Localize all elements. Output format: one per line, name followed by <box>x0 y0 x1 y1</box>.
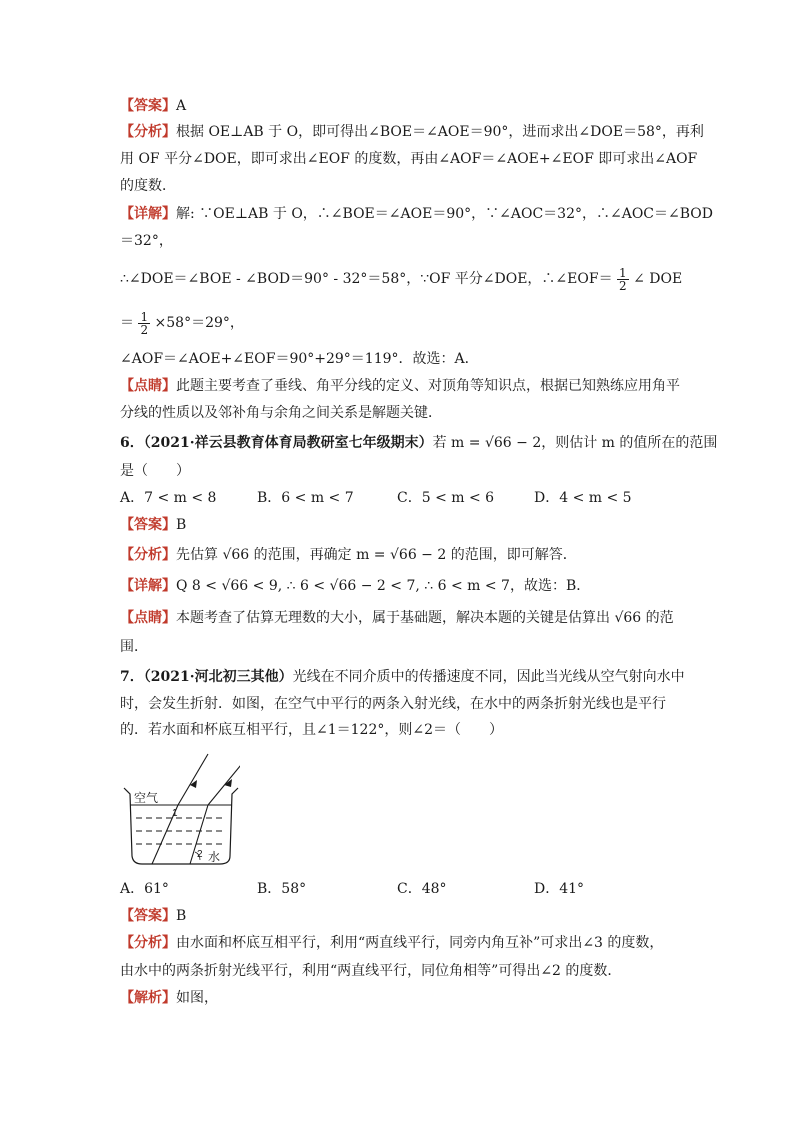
s5-detail-line-5: ∠AOF＝∠AOE+∠EOF＝90°+29°＝119°．故选：A． <box>120 351 479 367</box>
s5-answer-line <box>120 96 680 116</box>
detail-text: ＝ <box>120 315 134 331</box>
fraction <box>138 311 150 336</box>
s5-comment-line-1 <box>120 376 680 396</box>
arrow-icon <box>190 780 197 788</box>
option-d: D．41° <box>534 881 585 897</box>
question-number: 6． <box>120 435 144 451</box>
detail-text: ∴∠DOE＝∠BOE - ∠BOD＝90° - 32°＝58°，∵OF 平分∠DOE，∴∠EOF＝ <box>120 271 613 287</box>
question-number: 7． <box>120 669 144 685</box>
fraction-numerator: 1 <box>140 309 149 324</box>
detail-text: 解: ∵OE⊥AB 于 O，∴∠BOE＝∠AOE＝90°，∵∠AOC＝32°，∴∠AOC＝∠BOD <box>176 206 713 222</box>
answer-tag: 【答案】 <box>120 98 176 114</box>
s5-analysis-line-2: 用 OF 平分∠DOE，即可求出∠EOF 的度数，再由∠AOF＝∠AOE+∠EOF 即可求出∠AOF <box>120 151 698 167</box>
q7-solution-line <box>120 988 680 1008</box>
q6-options <box>120 488 680 508</box>
solution-tag: 【解析】 <box>120 990 176 1006</box>
air-label: 空气 <box>134 791 159 805</box>
s5-detail-line-2: ＝32°， <box>120 233 173 249</box>
answer-tag: 【答案】 <box>120 517 176 533</box>
q6-stem-line-2: 是（ ） <box>120 463 190 479</box>
angle-1-label: 1 <box>172 808 178 819</box>
q6-detail-line <box>120 576 680 596</box>
q7-stem-line-1 <box>120 667 685 687</box>
q7-analysis-line-2: 由水中的两条折射光线平行，利用“两直线平行，同位角相等”可得出∠2 的度数． <box>120 963 622 979</box>
comment-text: 此题主要考查了垂线、角平分线的定义、对顶角等知识点，根据已知熟练应用角平 <box>176 378 680 394</box>
incident-ray <box>178 754 208 805</box>
detail-tag: 【详解】 <box>120 206 176 222</box>
water-label: 水 <box>208 850 221 864</box>
question-source: （2021·祥云县教育体育局教研室七年级期末） <box>143 435 433 451</box>
analysis-tag: 【分析】 <box>120 935 176 951</box>
q6-analysis-line <box>120 545 680 565</box>
option-a: A．61° <box>120 881 169 897</box>
comment-tag: 【点睛】 <box>120 378 176 394</box>
question-source: （2021·河北初三其他） <box>143 669 293 685</box>
analysis-tag: 【分析】 <box>120 547 176 563</box>
option-c: C．5 < m < 6 <box>397 490 495 506</box>
detail-text: ×58°＝29°， <box>154 315 244 331</box>
fraction <box>617 267 629 292</box>
q6-stem-line-1 <box>120 433 718 453</box>
fraction-denominator: 2 <box>140 322 149 337</box>
s5-detail-line-1 <box>120 204 713 224</box>
fraction-denominator: 2 <box>619 278 627 293</box>
question-stem: 若 m = √66 − 2，则估计 m 的值所在的范围 <box>432 435 718 451</box>
analysis-text: 由水面和杯底互相平行，利用“两直线平行，同旁内角互补”可求出∠3 的度数， <box>176 935 664 951</box>
option-a: A．7 < m < 8 <box>120 490 217 506</box>
s5-comment-line-2: 分线的性质以及邻补角与余角之间关系是解题关键． <box>120 405 442 421</box>
s5-analysis-line-1 <box>120 122 704 142</box>
q6-comment-line-1 <box>120 608 680 628</box>
q6-answer-line <box>120 515 680 535</box>
option-b: B．58° <box>257 881 307 897</box>
s5-analysis-line-3: 的度数． <box>120 178 176 194</box>
refraction-figure <box>120 752 240 870</box>
option-c: C．48° <box>397 881 447 897</box>
option-b: B．6 < m < 7 <box>257 490 354 506</box>
option-d: D．4 < m < 5 <box>534 490 632 506</box>
answer-value: B <box>176 517 187 533</box>
answer-value: B <box>176 908 187 924</box>
detail-text: ∠ DOE <box>633 271 683 287</box>
incident-ray <box>208 754 240 805</box>
answer-tag: 【答案】 <box>120 908 176 924</box>
q6-comment-line-2: 围． <box>120 639 148 655</box>
q7-stem-line-3: 的．若水面和杯底互相平行，且∠1＝122°，则∠2＝（ ） <box>120 722 503 738</box>
s5-detail-line-4 <box>120 306 680 340</box>
s5-detail-line-3 <box>120 262 683 296</box>
q7-answer-line <box>120 906 680 926</box>
q7-analysis-line-1 <box>120 933 680 953</box>
detail-tag: 【详解】 <box>120 578 176 594</box>
comment-tag: 【点睛】 <box>120 610 176 626</box>
comment-text: 本题考查了估算无理数的大小，属于基础题，解决本题的关键是估算出 √66 的范 <box>176 610 674 626</box>
detail-text: Q 8 < √66 < 9, ∴ 6 < √66 − 2 < 7, ∴ 6 < m < 7，故选：B． <box>176 578 591 594</box>
q7-options <box>120 879 680 899</box>
fraction-numerator: 1 <box>619 265 627 280</box>
question-stem: 光线在不同介质中的传播速度不同，因此当光线从空气射向水中 <box>292 669 685 685</box>
analysis-text: 先估算 √66 的范围，再确定 m = √66 − 2 的范围，即可解答． <box>176 547 577 563</box>
angle-2-label: 2 <box>197 849 203 860</box>
analysis-text: 根据 OE⊥AB 于 O，即可得出∠BOE＝∠AOE＝90°，进而求出∠DOE＝58°，再利 <box>176 124 704 140</box>
answer-value: A <box>176 98 187 114</box>
analysis-tag: 【分析】 <box>120 124 176 140</box>
solution-text: 如图， <box>176 990 218 1006</box>
q7-stem-line-2: 时，会发生折射．如图，在空气中平行的两条入射光线，在水中的两条折射光线也是平行 <box>120 696 666 712</box>
